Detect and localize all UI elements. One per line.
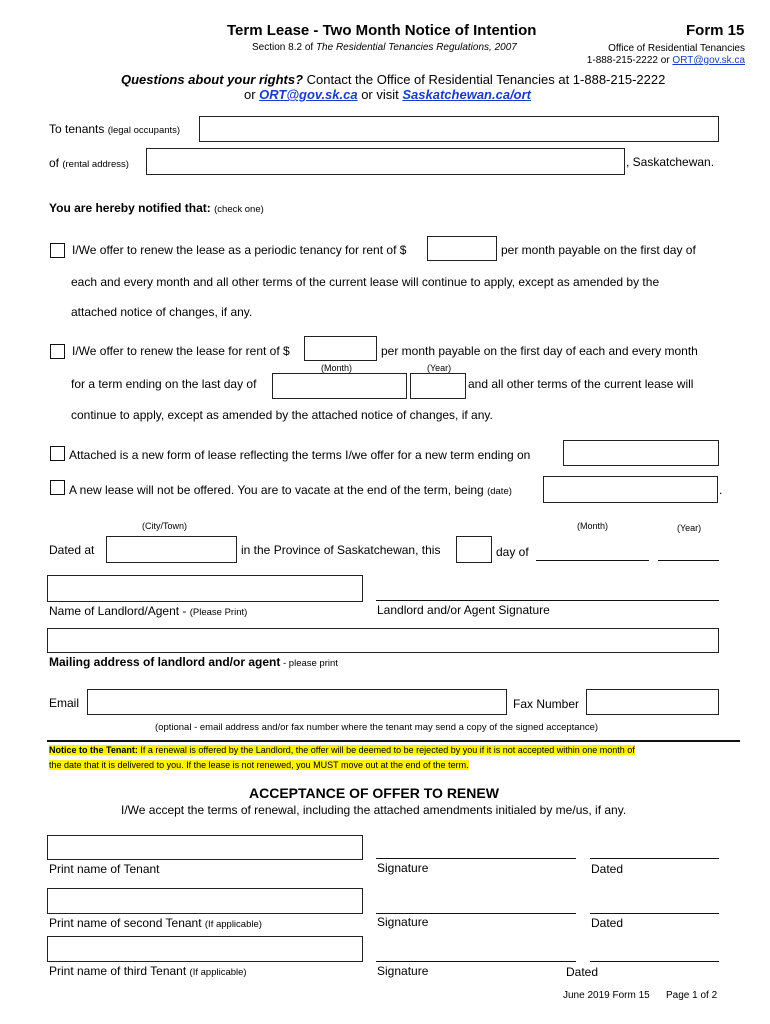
- tenant2-signature-label: Signature: [377, 915, 429, 929]
- footer-version: June 2019 Form 15: [563, 990, 650, 1001]
- city-label: (City/Town): [142, 521, 188, 531]
- website-link[interactable]: Saskatchewan.ca/ort: [402, 87, 532, 102]
- option4-text: A new lease will not be offered. You are to vacate at the end of the term, being (date): [69, 483, 512, 497]
- rights-contact-line: or ORT@gov.sk.ca or visit Saskatchewan.ca/ort: [244, 87, 532, 102]
- option1-line2: each and every month and all other terms of the current lease will continue to apply, except as amended by the: [71, 275, 660, 289]
- dated-year-label: (Year): [677, 523, 702, 533]
- dated-year-line[interactable]: [658, 560, 719, 561]
- rights-line: Questions about your rights? Contact the Office of Residential Tenancies at 1-888-215-2222: [121, 72, 666, 87]
- dated-month-line[interactable]: [536, 560, 649, 561]
- option2-line3: continue to apply, except as amended by the attached notice of changes, if any.: [71, 408, 493, 422]
- form-title: Term Lease - Two Month Notice of Intention: [227, 22, 537, 39]
- option2-year-label: (Year): [427, 363, 452, 373]
- city-input[interactable]: [106, 536, 237, 563]
- tenant3-label: Print name of third Tenant (If applicable): [49, 964, 247, 978]
- footer-page: Page 1 of 2: [666, 990, 718, 1001]
- notice-divider: [47, 740, 740, 742]
- option1-line3: attached notice of changes, if any.: [71, 305, 253, 319]
- tenants-input[interactable]: [199, 116, 719, 142]
- option1-text-b: per month payable on the first day of: [501, 243, 696, 257]
- tenant3-dated-label: Dated: [566, 965, 599, 979]
- option4-date-input[interactable]: [543, 476, 718, 503]
- mailing-address-input[interactable]: [47, 628, 719, 653]
- tenant1-label: Print name of Tenant: [49, 862, 160, 876]
- tenant2-dated-label: Dated: [591, 916, 624, 930]
- tenant2-signature-line[interactable]: [376, 913, 576, 914]
- acceptance-subtext: I/We accept the terms of renewal, including the attached amendments initialed by me/us, if any.: [121, 803, 627, 817]
- province-text: in the Province of Saskatchewan, this: [241, 543, 441, 557]
- mailing-address-label: Mailing address of landlord and/or agent - please print: [49, 655, 338, 669]
- day-of-label: day of: [496, 545, 529, 559]
- rental-address-label: of (rental address): [49, 156, 129, 170]
- option4-checkbox[interactable]: [50, 480, 65, 495]
- option2-month-label: (Month): [321, 363, 353, 373]
- email-label: Email: [49, 696, 80, 710]
- rental-address-input[interactable]: [146, 148, 625, 175]
- tenant3-name-input[interactable]: [47, 936, 363, 962]
- notice-line1: Notice to the Tenant: If a renewal is offered by the Landlord, the offer will be deemed to be rejected by you if it is not accepted within one month of: [49, 745, 635, 755]
- option2-term-text: for a term ending on the last day of: [71, 377, 257, 391]
- option2-rent-input[interactable]: [304, 336, 377, 361]
- option2-checkbox[interactable]: [50, 344, 65, 359]
- tenant2-name-input[interactable]: [47, 888, 363, 914]
- option1-checkbox[interactable]: [50, 243, 65, 258]
- saskatchewan-suffix: , Saskatchewan.: [626, 155, 715, 169]
- email-input[interactable]: [87, 689, 507, 715]
- option2-text-a: I/We offer to renew the lease for rent of $: [72, 344, 290, 358]
- landlord-name-label: Name of Landlord/Agent - (Please Print): [49, 604, 248, 618]
- option3-date-input[interactable]: [563, 440, 719, 466]
- tenant2-dated-line[interactable]: [590, 913, 719, 914]
- form-number: Form 15: [686, 22, 745, 39]
- option2-text-c: and all other terms of the current lease will: [468, 377, 694, 391]
- option1-text-a: I/We offer to renew the lease as a periodic tenancy for rent of $: [72, 243, 407, 257]
- office-email-link[interactable]: ORT@gov.sk.ca: [672, 55, 745, 66]
- tenant1-name-input[interactable]: [47, 835, 363, 860]
- dated-at-label: Dated at: [49, 543, 95, 557]
- option2-text-b: per month payable on the first day of each and every month: [381, 344, 698, 358]
- option4-period: .: [719, 483, 723, 497]
- fax-label: Fax Number: [513, 697, 580, 711]
- option2-month-input[interactable]: [272, 373, 407, 399]
- fax-input[interactable]: [586, 689, 719, 715]
- office-contact: 1-888-215-2222 or ORT@gov.sk.ca: [586, 55, 745, 66]
- tenant2-label: Print name of second Tenant (If applicable): [49, 916, 262, 930]
- tenant3-signature-label: Signature: [377, 964, 429, 978]
- to-tenants-label: To tenants (legal occupants): [49, 122, 181, 136]
- office-name: Office of Residential Tenancies: [608, 43, 745, 54]
- optional-note: (optional - email address and/or fax number where the tenant may send a copy of the signed acceptance): [155, 722, 599, 733]
- tenant1-dated-label: Dated: [591, 862, 624, 876]
- tenant1-signature-label: Signature: [377, 861, 429, 875]
- notified-heading: You are hereby notified that: (check one): [49, 201, 264, 215]
- section-reference: Section 8.2 of The Residential Tenancies Regulations, 2007: [252, 42, 517, 53]
- rights-email-link[interactable]: ORT@gov.sk.ca: [259, 87, 358, 102]
- landlord-signature-label: Landlord and/or Agent Signature: [377, 603, 550, 617]
- notice-line2: the date that it is delivered to you. If the lease is not renewed, you MUST move out at the end of the term.: [49, 760, 469, 770]
- landlord-signature-line[interactable]: [376, 600, 719, 601]
- landlord-name-input[interactable]: [47, 575, 363, 602]
- dated-month-label: (Month): [577, 521, 609, 531]
- acceptance-heading: ACCEPTANCE OF OFFER TO RENEW: [249, 785, 499, 801]
- day-input[interactable]: [456, 536, 492, 563]
- tenant1-signature-line[interactable]: [376, 858, 576, 859]
- tenant3-dated-line[interactable]: [590, 961, 719, 962]
- option2-year-input[interactable]: [410, 373, 466, 399]
- option3-text: Attached is a new form of lease reflecting the terms I/we offer for a new term ending on: [69, 448, 531, 462]
- tenant3-signature-line[interactable]: [376, 961, 576, 962]
- option3-checkbox[interactable]: [50, 446, 65, 461]
- option1-rent-input[interactable]: [427, 236, 497, 261]
- tenant1-dated-line[interactable]: [590, 858, 719, 859]
